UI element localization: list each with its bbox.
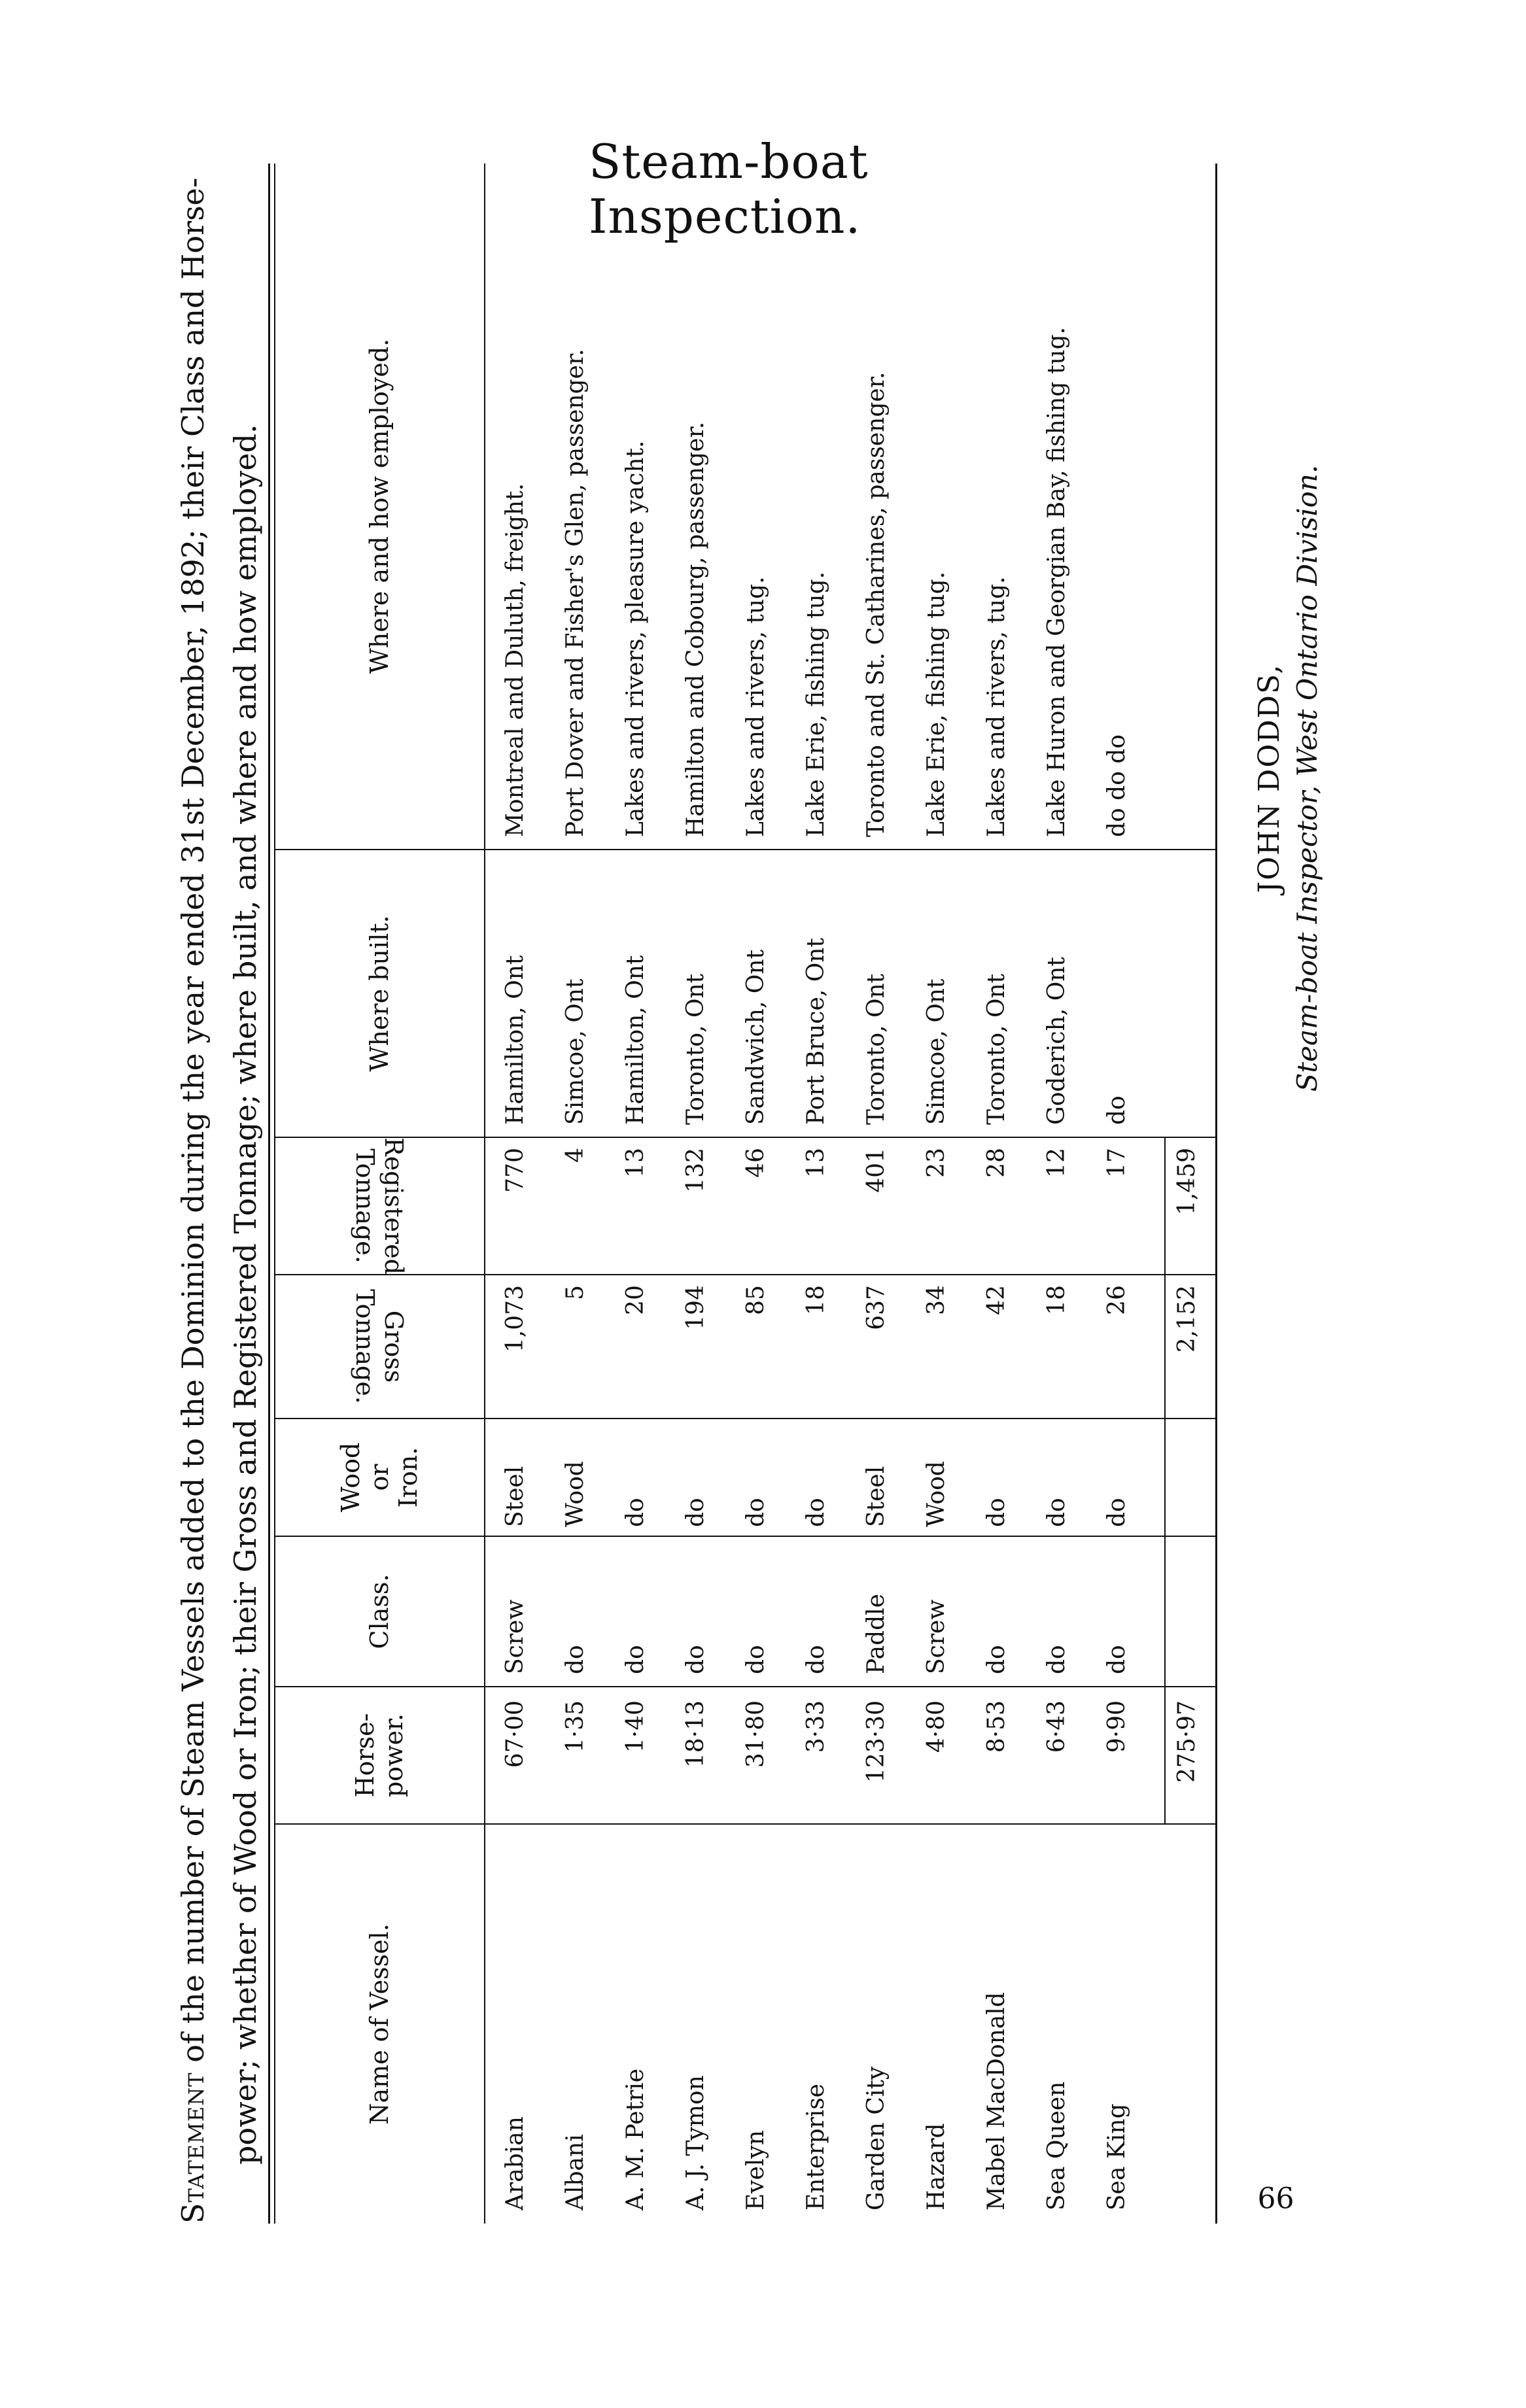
cell-name: Sea King [1103,2103,1130,2210]
cell-name: Mabel MacDonald [983,1992,1010,2210]
cell-employed: Lakes and rivers, tug. [983,576,1010,837]
header-bottom-rule [484,163,485,2224]
total-horsepower: 275·97 [1173,1700,1200,1783]
table-row [795,163,844,2224]
cell-employed: Port Dover and Fisher's Glen, passenger. [562,349,589,837]
page-title: Steam-boat Inspection. [589,134,869,244]
cell-reg: 770 [502,1148,529,1193]
cell-reg: 13 [803,1148,829,1178]
cell-hp: 8·53 [983,1700,1010,1753]
totals-row [1166,163,1215,2224]
cell-name: Hazard [923,2123,950,2210]
cell-mat: Wood [923,1461,950,1527]
cell-mat: Wood [562,1461,589,1527]
total-gross: 2,152 [1173,1285,1200,1353]
cell-employed: Montreal and Duluth, freight. [502,483,529,837]
cell-hp: 31·80 [742,1700,769,1768]
table-row [674,163,724,2224]
cell-hp: 4·80 [923,1700,950,1753]
cell-employed: do do do [1103,734,1130,837]
cell-built: Hamilton, Ont [502,955,529,1125]
table-top-rule-inner [274,163,275,2224]
cell-mat: do [1043,1498,1070,1527]
cell-mat: do [622,1498,649,1527]
cell-employed: Lake Erie, fishing tug. [803,571,829,837]
statement-heading [167,118,271,2224]
total-registered: 1,459 [1173,1148,1200,1216]
cell-mat: do [983,1498,1010,1527]
cell-name: Evelyn [742,2130,769,2210]
cell-name: A. M. Petrie [622,2068,649,2210]
cell-employed: Lakes and rivers, pleasure yacht. [622,440,649,837]
table-row [855,163,905,2224]
col-header-gross [281,1275,477,1418]
cell-name: Arabian [502,2116,529,2210]
cell-gross: 1,073 [502,1285,529,1353]
col-header-registered-text: Registered Tonnage. [351,1137,408,1275]
cell-hp: 1·40 [622,1700,649,1753]
cell-built: Port Bruce, Ont [803,938,829,1125]
cell-name: Garden City [863,2066,890,2210]
cell-hp: 67·00 [502,1700,529,1768]
statement-line-1: of the number of Steam Vessels added to the Dominion during the year ended 31st December, 1892; their Class and Horse- [175,177,211,2073]
cell-cls: do [742,1645,769,1674]
cell-cls: do [562,1645,589,1674]
table-row [614,163,664,2224]
cell-built: Simcoe, Ont [923,978,950,1125]
cell-reg: 28 [983,1148,1010,1178]
cell-cls: do [983,1645,1010,1674]
cell-name: Albani [562,2134,589,2210]
cell-hp: 18·13 [682,1700,709,1768]
cell-name: A. J. Tymon [682,2075,709,2210]
table-row [494,163,544,2224]
cell-cls: Paddle [863,1594,890,1674]
cell-employed: Hamilton and Cobourg, passenger. [682,421,709,837]
cell-hp: 9·90 [1103,1700,1130,1753]
cell-mat: do [742,1498,769,1527]
signature-name: JOHN DODDS, [1253,663,1286,893]
table-bottom-rule [1215,163,1217,2224]
table-top-rule [268,163,270,2224]
cell-hp: 6·43 [1043,1700,1070,1753]
col-header-built: Where built. [365,915,394,1072]
cell-cls: Screw [502,1599,529,1674]
signature-title: Steam-boat Inspector, West Ontario Division. [1291,464,1323,1092]
cell-mat: do [682,1498,709,1527]
table-row [1096,163,1145,2224]
col-header-employed: Where and how employed. [365,338,394,674]
col-header-class: Class. [365,1574,394,1649]
cell-built: Sandwich, Ont [742,949,769,1125]
cell-built: Toronto, Ont [863,973,890,1125]
cell-reg: 4 [562,1148,589,1163]
cell-mat: do [803,1498,829,1527]
cell-gross: 34 [923,1285,950,1315]
cell-cls: do [803,1645,829,1674]
cell-built: do [1103,1095,1130,1125]
cell-gross: 18 [1043,1285,1070,1315]
cell-employed: Lake Huron and Georgian Bay, fishing tug. [1043,326,1070,837]
cell-hp: 123·30 [863,1700,890,1783]
cell-name: Enterprise [803,2084,829,2210]
cell-gross: 20 [622,1285,649,1315]
statement-lead: Statement [175,2072,211,2224]
cell-cls: do [622,1645,649,1674]
cell-reg: 23 [923,1148,950,1178]
table-row [975,163,1025,2224]
cell-built: Simcoe, Ont [562,978,589,1125]
col-header-material: Wood or Iron. [336,1442,423,1513]
cell-built: Toronto, Ont [983,973,1010,1125]
cell-reg: 13 [622,1148,649,1178]
cell-reg: 12 [1043,1148,1070,1178]
signature-block [1253,419,1323,1138]
cell-employed: Lakes and rivers, tug. [742,576,769,837]
cell-reg: 17 [1103,1148,1130,1178]
cell-hp: 3·33 [803,1700,829,1753]
cell-employed: Lake Erie, fishing tug. [923,571,950,837]
cell-gross: 26 [1103,1285,1130,1315]
cell-name: Sea Queen [1043,2081,1070,2210]
cell-reg: 46 [742,1148,769,1178]
table-row [915,163,965,2224]
cell-mat: Steel [863,1466,890,1527]
cell-gross: 637 [863,1285,890,1330]
cell-reg: 401 [863,1148,890,1193]
cell-gross: 85 [742,1285,769,1315]
col-header-horsepower: Horse- power. [351,1713,408,1798]
col-header-name: Name of Vessel. [365,1923,394,2125]
cell-gross: 5 [562,1285,589,1300]
col-header-registered [281,1138,477,1274]
cell-cls: Screw [923,1599,950,1674]
col-header-gross-text: Gross Tonnage. [351,1289,408,1404]
rotated-page-content [154,65,1501,2263]
cell-gross: 18 [803,1285,829,1315]
cell-cls: do [682,1645,709,1674]
cell-gross: 42 [983,1285,1010,1315]
cell-cls: do [1103,1645,1130,1674]
cell-gross: 194 [682,1285,709,1330]
cell-built: Toronto, Ont [682,973,709,1125]
cell-mat: do [1103,1498,1130,1527]
table-row [1035,163,1085,2224]
table-row [735,163,784,2224]
cell-built: Goderich, Ont [1043,957,1070,1125]
statement-line-2: power; whether of Wood or Iron; their Gross and Registered Tonnage; where built, and where and how employed. [228,424,263,2165]
page-number: 66 [1257,2182,1294,2216]
cell-employed: Toronto and St. Catharines, passenger. [863,371,890,837]
cell-cls: do [1043,1645,1070,1674]
cell-hp: 1·35 [562,1700,589,1753]
cell-mat: Steel [502,1466,529,1527]
cell-built: Hamilton, Ont [622,955,649,1125]
vessels-table [268,163,1223,2224]
cell-reg: 132 [682,1148,709,1193]
table-row [554,163,604,2224]
